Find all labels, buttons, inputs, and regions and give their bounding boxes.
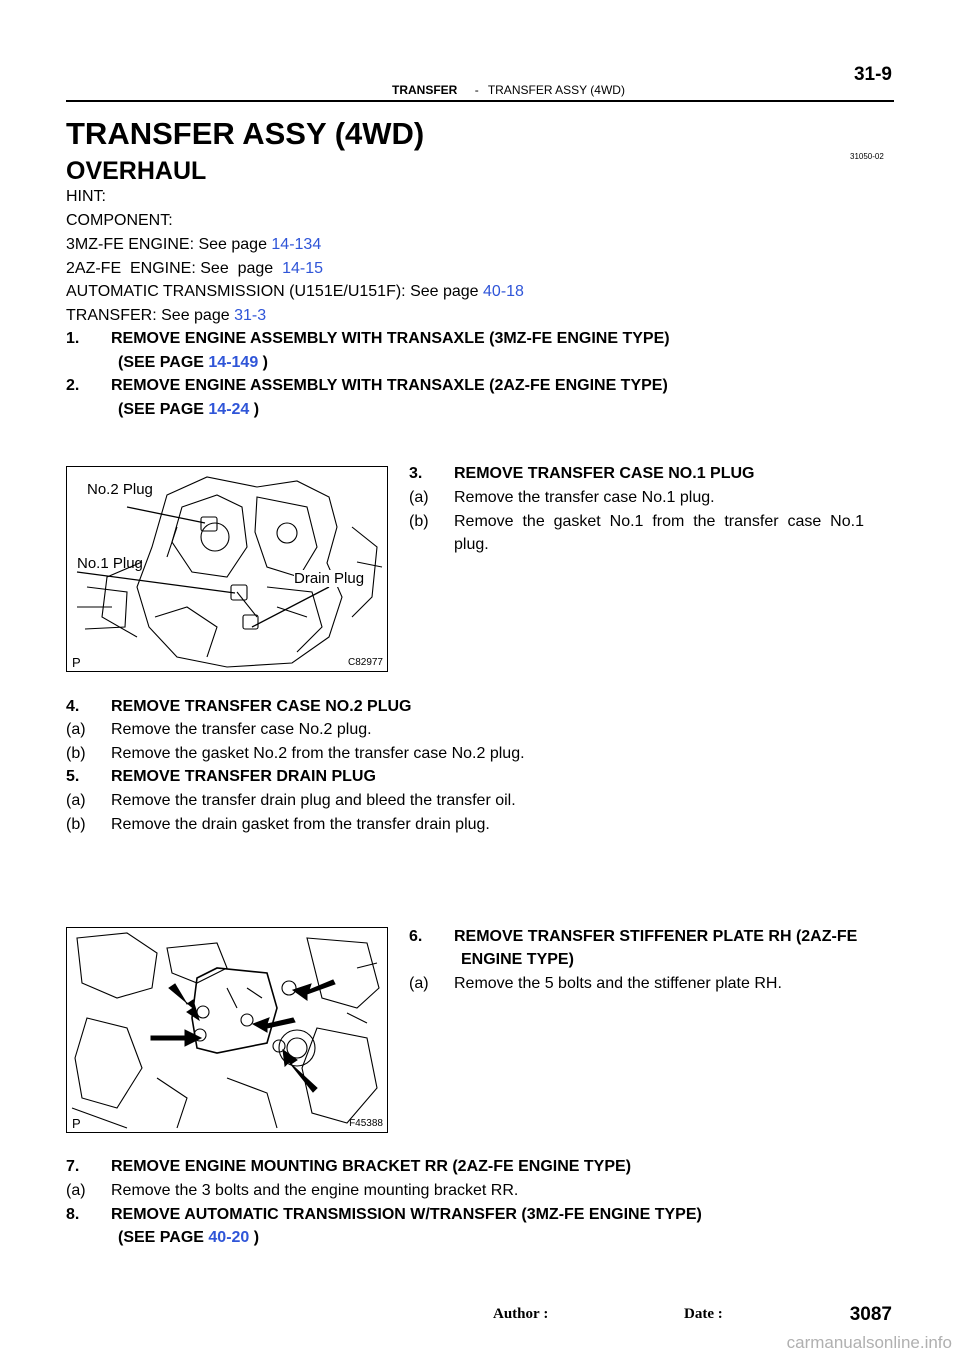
ref-text: 3MZ-FE ENGINE: See page <box>66 236 272 253</box>
header-subsection: TRANSFER ASSY (4WD) <box>487 83 625 97</box>
step-4b-mark: (b) <box>66 745 86 762</box>
watermark: carmanualsonline.info <box>786 1333 952 1352</box>
label-drain-plug: Drain Plug <box>294 570 365 587</box>
step-1-see <box>118 353 268 373</box>
header-section: TRANSFER <box>392 83 458 97</box>
step-4b-text: Remove the gasket No.2 from the transfer case No.2 plug. <box>111 745 525 762</box>
figure2-code: F45388 <box>349 1118 383 1129</box>
step-5a-text: Remove the transfer drain plug and bleed the transfer oil. <box>111 792 516 809</box>
footer-date: Date : <box>684 1306 723 1322</box>
step-8-number: 8. <box>66 1206 80 1223</box>
see-close: ) <box>258 354 268 371</box>
figure-stiffener-drawing <box>67 928 388 1133</box>
ref-link-40-18[interactable]: 40-18 <box>483 283 524 300</box>
step-5b-text: Remove the drain gasket from the transfer drain plug. <box>111 816 490 833</box>
ref-text: AUTOMATIC TRANSMISSION (U151E/U151F): See page <box>66 283 484 300</box>
figure-corner-mark: P <box>72 655 81 670</box>
see-close: ) <box>249 1229 260 1246</box>
step-4a-text: Remove the transfer case No.2 plug. <box>111 721 372 738</box>
step-3b-text: Remove the gasket No.1 from the transfer case No.1 <box>454 513 864 530</box>
label-no1-plug: No.1 Plug <box>77 555 143 572</box>
step-3a-text: Remove the transfer case No.1 plug. <box>454 489 715 506</box>
label-no2-plug: No.2 Plug <box>87 481 153 498</box>
step-2-number: 2. <box>66 377 80 394</box>
ref-3mz <box>66 235 321 255</box>
subtitle: OVERHAUL <box>66 157 207 185</box>
step-5a-mark: (a) <box>66 792 86 809</box>
step-2-text: REMOVE ENGINE ASSEMBLY WITH TRANSAXLE (2AZ-FE ENGINE TYPE) <box>111 377 668 394</box>
step-5-number: 5. <box>66 768 80 785</box>
step-4a-mark: (a) <box>66 721 86 738</box>
step-4-text: REMOVE TRANSFER CASE NO.2 PLUG <box>111 698 412 715</box>
step-1-number: 1. <box>66 330 80 347</box>
ref-link-31-3[interactable]: 31-3 <box>234 307 267 324</box>
step-5b-mark: (b) <box>66 816 86 833</box>
step-3a-mark: (a) <box>409 489 429 506</box>
running-header <box>392 83 625 97</box>
figure-code: C82977 <box>347 657 383 668</box>
step-5-text: REMOVE TRANSFER DRAIN PLUG <box>111 768 376 785</box>
step-7a-mark: (a) <box>66 1182 86 1199</box>
step-2-see <box>118 400 259 420</box>
ref-text: TRANSFER: See page <box>66 307 235 324</box>
ref-2az <box>66 259 323 279</box>
ref-at <box>66 282 524 302</box>
ref-transfer <box>66 306 266 326</box>
footer-author: Author : <box>493 1306 549 1322</box>
page-title: TRANSFER ASSY (4WD) <box>66 116 425 151</box>
step-6a-mark: (a) <box>409 975 429 992</box>
page-number: 31-9 <box>853 64 892 85</box>
header-rule <box>66 100 894 102</box>
step-3-number: 3. <box>409 465 423 482</box>
step-7-number: 7. <box>66 1158 80 1175</box>
step-6-text-cont: ENGINE TYPE) <box>461 951 574 968</box>
see-text: (SEE PAGE <box>118 354 209 371</box>
link-40-20[interactable]: 40-20 <box>208 1229 250 1246</box>
step-1-text: REMOVE ENGINE ASSEMBLY WITH TRANSAXLE (3MZ-FE ENGINE TYPE) <box>111 330 670 347</box>
see-close: ) <box>249 401 260 418</box>
header-separator: - <box>474 83 479 97</box>
step-6a-text: Remove the 5 bolts and the stiffener plate RH. <box>454 975 782 992</box>
step-4-number: 4. <box>66 698 80 715</box>
figure-plugs <box>66 466 388 672</box>
ref-text: 2AZ-FE ENGINE: See page <box>66 260 283 277</box>
link-14-149[interactable]: 14-149 <box>208 354 259 371</box>
step-8-see <box>118 1228 259 1248</box>
component-label: COMPONENT: <box>66 212 173 229</box>
footer-page-total: 3087 <box>849 1304 892 1325</box>
step-3-text: REMOVE TRANSFER CASE NO.1 PLUG <box>454 465 755 482</box>
step-8-text: REMOVE AUTOMATIC TRANSMISSION W/TRANSFER (3MZ-FE ENGINE TYPE) <box>111 1206 702 1223</box>
link-14-24[interactable]: 14-24 <box>208 401 250 418</box>
see-text: (SEE PAGE <box>118 1229 209 1246</box>
see-text: (SEE PAGE <box>118 401 209 418</box>
ref-link-14-15[interactable]: 14-15 <box>282 260 324 277</box>
step-6-text: REMOVE TRANSFER STIFFENER PLATE RH (2AZ-FE <box>454 928 858 945</box>
step-3b-text-cont: plug. <box>454 536 489 553</box>
figure-stiffener-plate <box>66 927 388 1133</box>
hint-label: HINT: <box>66 188 106 205</box>
step-3b-mark: (b) <box>409 513 429 530</box>
step-7a-text: Remove the 3 bolts and the engine mounting bracket RR. <box>111 1182 519 1199</box>
figure2-corner-mark: P <box>72 1116 81 1131</box>
step-7-text: REMOVE ENGINE MOUNTING BRACKET RR (2AZ-FE ENGINE TYPE) <box>111 1158 632 1175</box>
doc-code: 31050-02 <box>850 152 884 161</box>
ref-link-14-134[interactable]: 14-134 <box>271 236 322 253</box>
step-6-number: 6. <box>409 928 423 945</box>
